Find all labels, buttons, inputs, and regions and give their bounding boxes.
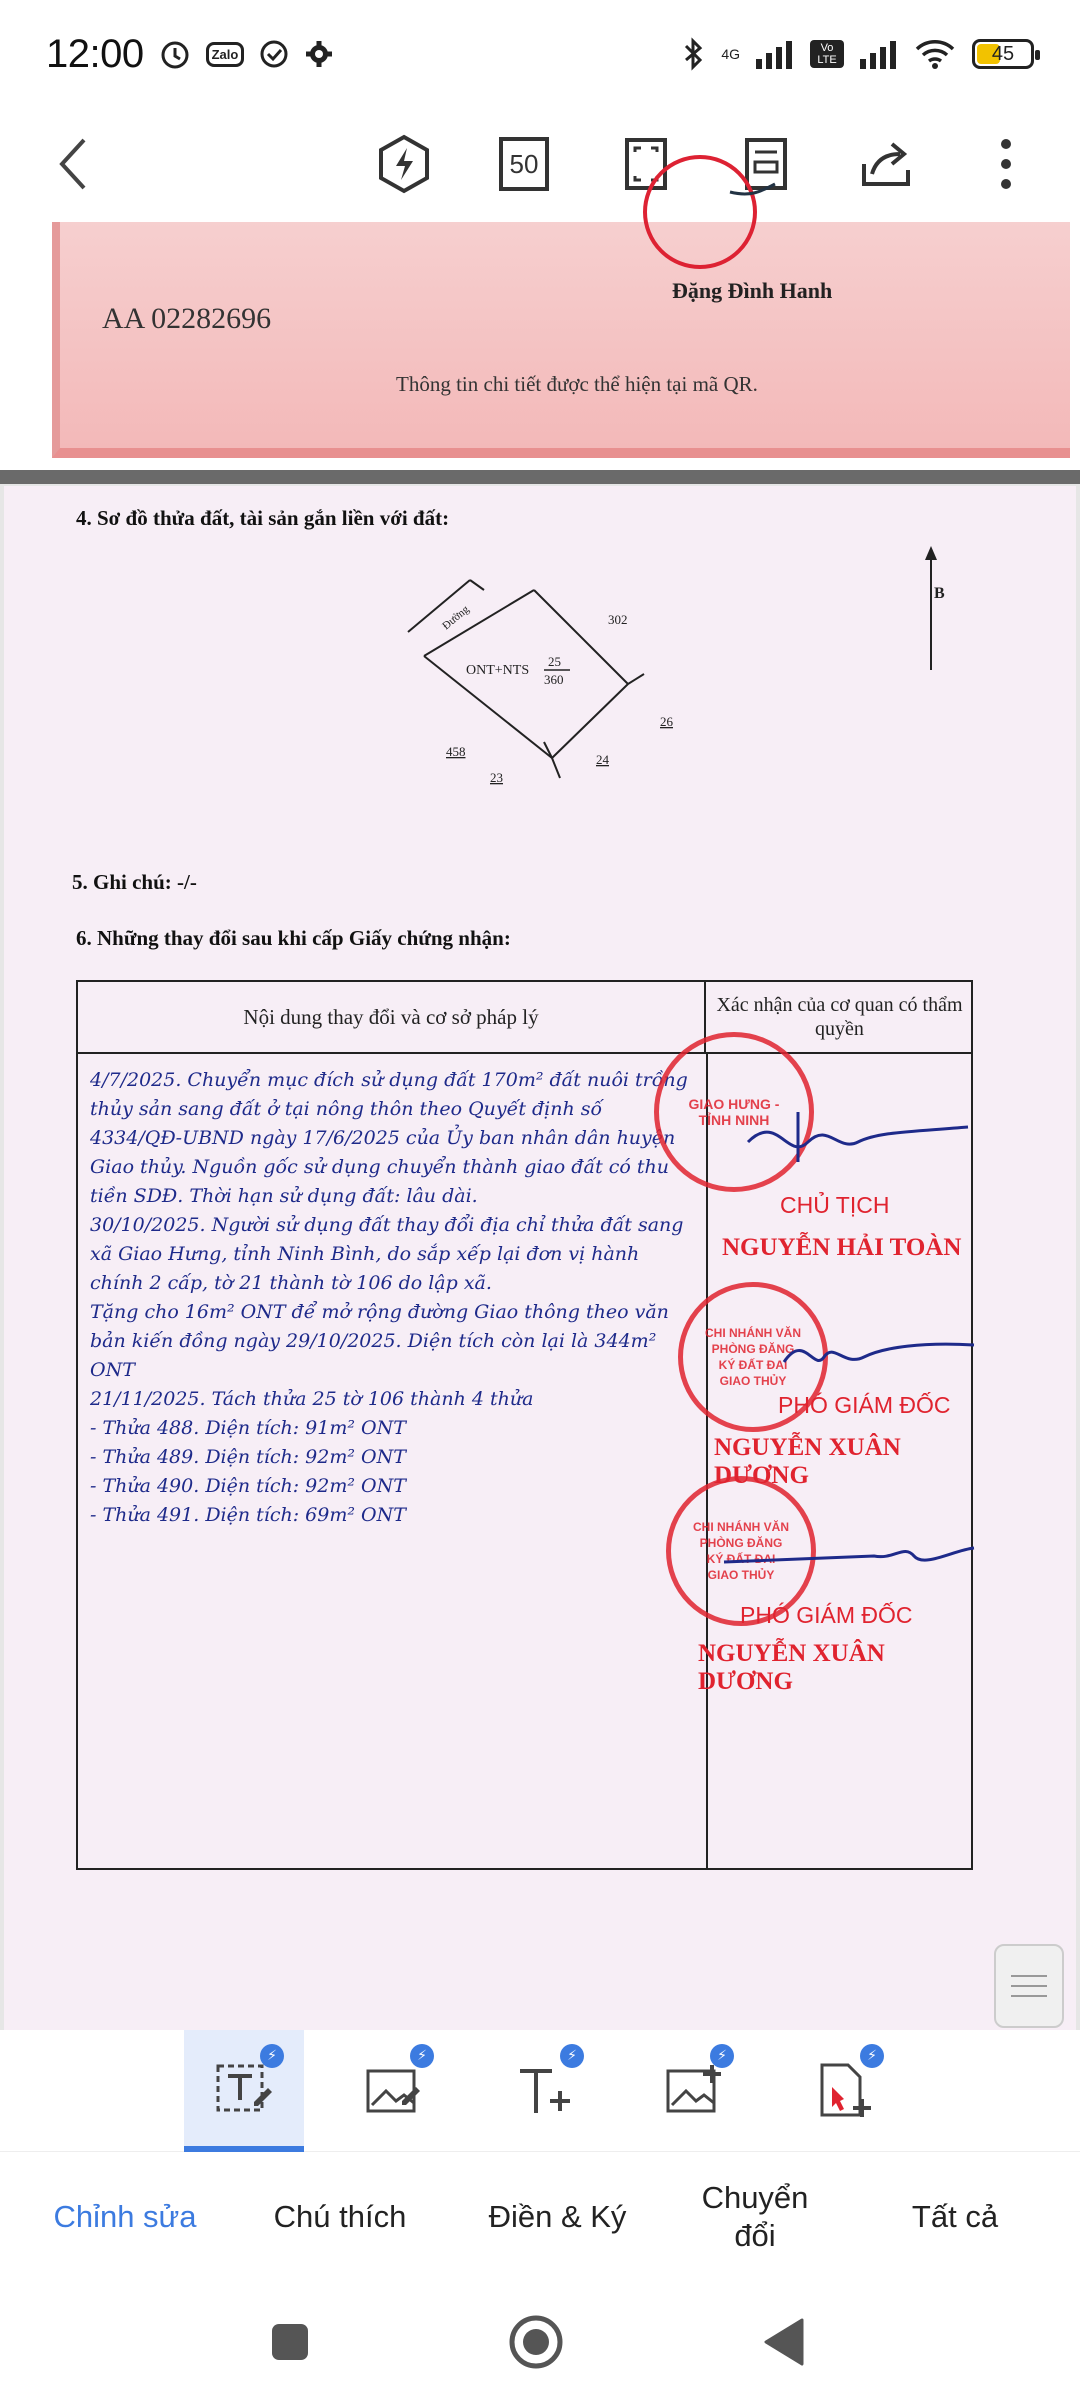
network-type-label: 4G (721, 46, 740, 62)
map-neighbor-458: 458 (446, 744, 466, 759)
section-6-title: 6. Những thay đổi sau khi cấp Giấy chứng nhận: (76, 926, 511, 950)
bluetooth-icon (681, 37, 705, 71)
signal-bars-icon (756, 39, 794, 69)
map-neighbor-302: 302 (608, 612, 628, 627)
settings-gear-icon (304, 39, 334, 69)
edit-text-icon (214, 2058, 274, 2118)
authority-name-3: NGUYỄN XUÂN DƯƠNG (698, 1640, 885, 1695)
back-button[interactable] (40, 130, 108, 198)
status-bar (0, 0, 1080, 108)
clock: 12:00 (46, 31, 144, 76)
zalo-icon: Zalo (206, 42, 245, 67)
map-parcel-label: ONT+NTS (466, 663, 530, 678)
tab-all[interactable]: Tất cả (911, 2199, 999, 2234)
table-header-authority: Xác nhận của cơ quan có thẩm quyền (706, 982, 973, 1054)
table-header-content: Nội dung thay đổi và cơ sở pháp lý (78, 982, 706, 1054)
authority-role-1: CHỦ TỊCH (780, 1192, 890, 1218)
page-count-button[interactable] (490, 130, 558, 198)
recents-button[interactable] (260, 2312, 320, 2372)
volte-icon: Vo LTE (810, 40, 844, 68)
map-fraction-top: 25 (548, 654, 561, 669)
seal-1-text: GIAO HƯNG - TỈNH NINH (688, 1096, 780, 1128)
page-separator (0, 470, 1080, 484)
authority-role-2: PHÓ GIÁM ĐỐC (778, 1392, 951, 1418)
check-circle-icon (258, 38, 290, 70)
seal-2-text: CHI NHÁNH VĂN PHÒNG ĐĂNG KÝ ĐẤT ĐAI GIAO THỦY (705, 1326, 801, 1388)
system-nav-bar (0, 2282, 1080, 2400)
pro-badge-icon: ⚡ (560, 2044, 584, 2068)
share-button[interactable] (852, 130, 920, 198)
add-image-icon (664, 2061, 724, 2121)
north-arrow-icon (916, 546, 946, 676)
scroll-handle[interactable] (994, 1944, 1064, 2028)
map-neighbor-26: 26 (660, 714, 673, 729)
pro-badge-icon: ⚡ (410, 2044, 434, 2068)
add-page-tool[interactable] (784, 2030, 904, 2152)
add-text-tool[interactable] (484, 2030, 604, 2152)
qr-note: Thông tin chi tiết được thể hiện tại mã QR. (396, 372, 758, 396)
battery-level-text: 45 (991, 42, 1015, 65)
more-vertical-icon (1000, 138, 1012, 190)
pro-badge-icon: ⚡ (260, 2044, 284, 2068)
add-page-icon (814, 2061, 874, 2121)
map-neighbor-23: 23 (490, 770, 503, 785)
back-nav-button[interactable] (754, 2312, 814, 2372)
section-5-note: 5. Ghi chú: -/- (72, 870, 197, 894)
bolt-hexagon-icon (376, 134, 432, 194)
signer-name: Đặng Đình Hanh (672, 278, 833, 303)
tab-fill-sign[interactable]: Điền & Ký (488, 2199, 627, 2234)
edit-tools-row (0, 2030, 1080, 2152)
signature-2-icon (778, 1322, 978, 1382)
handwritten-changes: 4/7/2025. Chuyển mục đích sử dụng đất 170m² đất nuôi trồng thủy sản sang đất ở tại nông thôn theo Quyết định số 4334/QĐ-UBND ngày 17/6/2025 của Ủy ban nhân dân huyện Giao thủy. Nguồn gốc sử dụng chuyển thành giao đất có thu tiền SDĐ. Thời hạn sử dụng đất: lâu dài. 30/10/2025. Người sử dụng đất thay đổi địa chỉ thửa đất sang xã Giao Hưng, tỉnh Ninh Bình, do sắp xếp lại đơn vị hành chính 2 cấp, tờ 21 thành tờ 106 do lập xã. Tặng cho 16m² ONT để mở rộng đường Giao thông theo văn bản kiến đồng ngày 29/10/2025. Diện tích còn lại là 344m² ONT 21/11/2025. Tách thửa 25 tờ 106 thành 4 thửa - Thửa 488. Diện tích: 91m² ONT - Thửa 489. Diện tích: 92m² ONT - Thửa 490. Diện tích: 92m² ONT - Thửa 491. Diện tích: 69m² ONT (90, 1069, 688, 1526)
add-text-icon (514, 2061, 574, 2121)
north-label: B (934, 585, 945, 602)
alarm-icon (158, 37, 192, 71)
edit-text-tool[interactable] (184, 2030, 304, 2152)
battery-icon (972, 39, 1034, 69)
authority-name-2: NGUYỄN XUÂN DƯƠNG (714, 1434, 901, 1489)
more-options-button[interactable] (972, 130, 1040, 198)
authority-role-3: PHÓ GIÁM ĐỐC (740, 1602, 913, 1628)
pro-badge-icon: ⚡ (710, 2044, 734, 2068)
wifi-icon (914, 38, 956, 70)
edit-image-tool[interactable] (334, 2030, 454, 2152)
triangle-back-icon (762, 2318, 806, 2366)
home-button[interactable] (506, 2312, 566, 2372)
certificate-serial: AA 02282696 (102, 302, 272, 335)
page-2 (4, 486, 1076, 2030)
add-image-tool[interactable] (634, 2030, 754, 2152)
signature-1-icon (738, 1092, 978, 1172)
home-circle-icon (508, 2314, 564, 2370)
pro-badge-icon: ⚡ (860, 2044, 884, 2068)
tab-convert[interactable]: Chuyển đổi (701, 2180, 809, 2253)
signature-3-icon (718, 1522, 978, 1582)
tab-annotate[interactable]: Chú thích (273, 2199, 407, 2234)
square-icon (270, 2322, 310, 2362)
parcel-diagram (384, 534, 704, 784)
signal-bars-2-icon (860, 39, 898, 69)
top-toolbar (0, 108, 1080, 220)
bottom-tabs (0, 2152, 1080, 2282)
section-4-title: 4. Sơ đồ thửa đất, tài sản gắn liền với đất: (76, 506, 450, 530)
page-1 (0, 222, 1080, 470)
map-neighbor-24: 24 (596, 752, 609, 767)
changes-table (76, 980, 973, 1870)
seal-3-text: CHI NHÁNH VĂN PHÒNG ĐĂNG KÝ ĐẤT ĐAI GIAO THỦY (693, 1520, 789, 1582)
authority-name-1: NGUYỄN HẢI TOÀN (722, 1234, 962, 1261)
map-fraction-bottom: 360 (544, 672, 564, 687)
ai-bolt-button[interactable] (370, 130, 438, 198)
document-viewer[interactable] (0, 222, 1080, 2030)
chevron-left-icon (54, 136, 94, 192)
edit-image-icon (364, 2061, 424, 2121)
page-count-box: 50 (499, 137, 549, 191)
share-arrow-icon (858, 138, 914, 190)
certificate-bottom (52, 222, 1070, 458)
seal-fragment-icon (640, 182, 790, 282)
map-road-label: Đường (440, 603, 472, 633)
tab-edit[interactable]: Chỉnh sửa (53, 2199, 197, 2234)
